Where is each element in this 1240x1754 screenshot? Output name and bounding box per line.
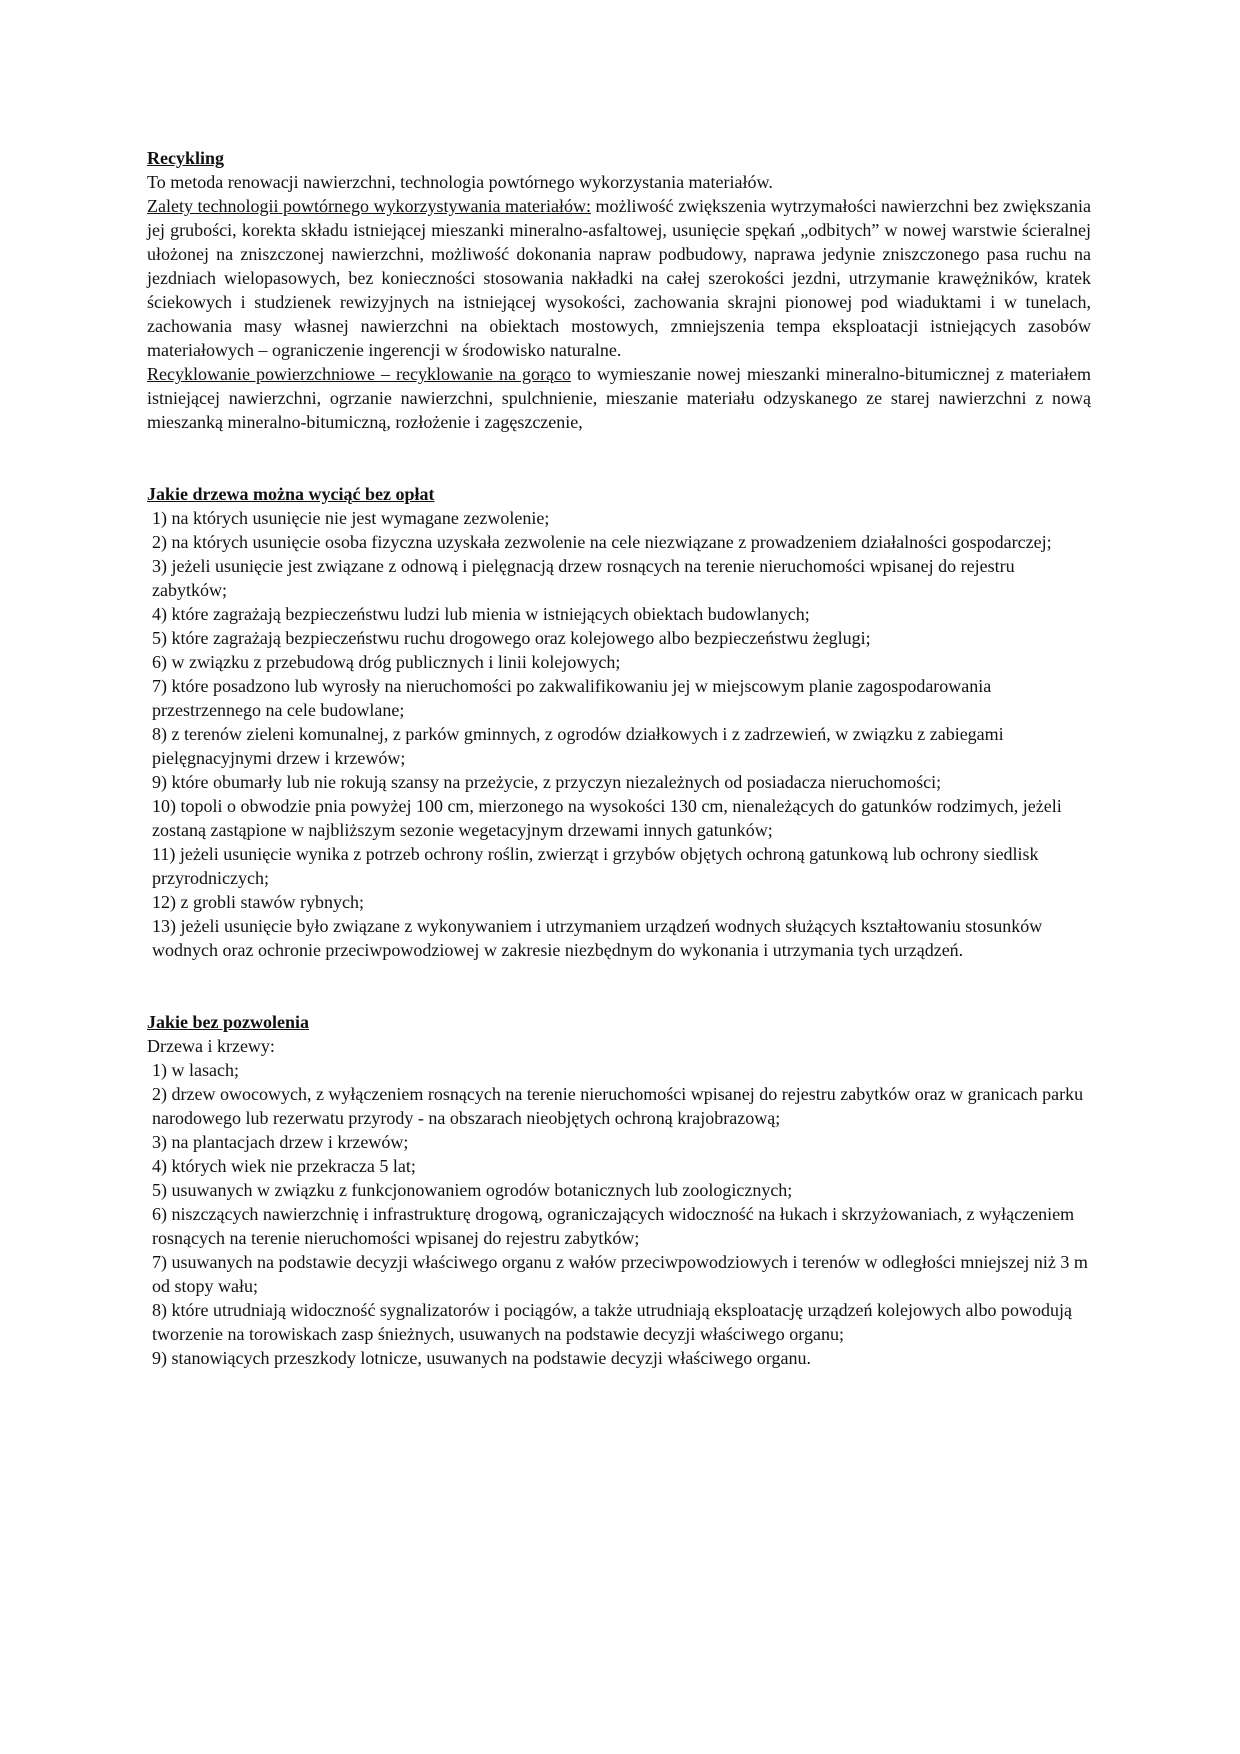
- list-item: 3) jeżeli usunięcie jest związane z odnową i pielęgnacją drzew rosnących na terenie nieruchomości wpisanej do rejestru zabytków;: [152, 556, 1015, 600]
- surface-label: Recyklowanie powierzchniowe – recyklowanie na gorąco: [147, 364, 571, 384]
- advantages-label: Zalety technologii powtórnego wykorzystywania materiałów:: [147, 196, 592, 216]
- list-item: 8) które utrudniają widoczność sygnalizatorów i pociągów, a także utrudniają eksploatację urządzeń kolejowych albo powodują tworzenie na torowiskach zasp śnieżnych, usuwanych na podstawie decyzji właściwego organu;: [152, 1300, 1073, 1344]
- list-item: 2) na których usunięcie osoba fizyczna uzyskała zezwolenie na cele niezwiązane z prowadzeniem działalności gospodarczej;: [152, 532, 1052, 552]
- list-item: 9) które obumarły lub nie rokują szansy na przeżycie, z przyczyn niezależnych od posiadacza nieruchomości;: [152, 772, 942, 792]
- list-item: 2) drzew owocowych, z wyłączeniem rosnących na terenie nieruchomości wpisanej do rejestru zabytków oraz w granicach parku narodowego lub rezerwatu przyrody - na obszarach nieobjętych ochroną krajobrazową;: [152, 1084, 1084, 1128]
- list-item: 11) jeżeli usunięcie wynika z potrzeb ochrony roślin, zwierząt i grzybów objętych ochroną gatunkową lub ochrony siedlisk przyrodniczych;: [152, 844, 1039, 888]
- list-item: 6) w związku z przebudową dróg publicznych i linii kolejowych;: [152, 652, 621, 672]
- list-item: 1) w lasach;: [152, 1060, 239, 1080]
- list-item: 5) usuwanych w związku z funkcjonowaniem ogrodów botanicznych lub zoologicznych;: [152, 1180, 793, 1200]
- spacer: [147, 434, 1091, 482]
- list-item: 7) które posadzono lub wyrosły na nieruchomości po zakwalifikowaniu jej w miejscowym planie zagospodarowania przestrzennego na cele budowlane;: [152, 676, 992, 720]
- section-recykling-advantages: [147, 194, 1091, 362]
- list-item: 6) niszczących nawierzchnię i infrastrukturę drogową, ograniczających widoczność na łukach i skrzyżowaniach, z wyłączeniem rosnących na terenie nieruchomości wpisanej do rejestru zabytków;: [152, 1204, 1075, 1248]
- list-item: 9) stanowiących przeszkody lotnicze, usuwanych na podstawie decyzji właściwego organu.: [152, 1348, 811, 1368]
- list-item: 10) topoli o obwodzie pnia powyżej 100 cm, mierzonego na wysokości 130 cm, nienależących do gatunków rodzimych, jeżeli zostaną zastąpione w najbliższym sezonie wegetacyjnym drzewami innych gatunków;: [152, 796, 1062, 840]
- section-no-permit-subtitle: Drzewa i krzewy:: [147, 1036, 275, 1056]
- list-item: 13) jeżeli usunięcie było związane z wykonywaniem i utrzymaniem urządzeń wodnych służących kształtowaniu stosunków wodnych oraz ochronie przeciwpowodziowej w zakresie niezbędnym do wykonania i utrzymania tych urządzeń.: [152, 916, 1043, 960]
- list-item: 5) które zagrażają bezpieczeństwu ruchu drogowego oraz kolejowego albo bezpieczeństwu żeglugi;: [152, 628, 871, 648]
- advantages-text: możliwość zwiększenia wytrzymałości nawierzchni bez zwiększania jej grubości, korekta składu istniejącej mieszanki mineralno-asfaltowej, usunięcie spękań „odbitych” w nowej warstwie ścieralnej ułożonej na zniszczonej nawierzchni, możliwość dokonania napraw podbudowy, naprawa jedynie zniszczonego pasa ruchu na jezdniach wielopasowych, bez konieczności stosowania nakładki na całej szerokości jezdni, utrzymanie krawężników, kratek ściekowych i studzienek rewizyjnych na istniejącej wysokości, zachowania skrajni pionowej pod wiaduktami i w tunelach, zachowania masy własnej nawierzchni na obiektach mostowych, zmniejszenia tempa eksploatacji istniejących zasobów materiałowych – ograniczenie ingerencji w środowisko naturalne.: [147, 196, 1092, 360]
- section-recykling-surface: [147, 362, 1091, 434]
- section-recykling-title: Recykling: [147, 148, 225, 168]
- no-permit-list: [147, 1058, 1091, 1370]
- trees-free-list: [147, 506, 1091, 962]
- list-item: 4) których wiek nie przekracza 5 lat;: [152, 1156, 416, 1176]
- spacer: [147, 962, 1091, 1010]
- list-item: 3) na plantacjach drzew i krzewów;: [152, 1132, 409, 1152]
- section-recykling-intro: To metoda renowacji nawierzchni, technologia powtórnego wykorzystania materiałów.: [147, 172, 773, 192]
- surface-text: to wymieszanie nowej mieszanki mineralno-bitumicznej z materiałem istniejącej nawierzchni, ogrzanie nawierzchni, spulchnienie, mieszanie materiału odzyskanego ze starej nawierzchni z nową mieszanką mineralno-bitumiczną, rozłożenie i zagęszczenie,: [147, 364, 1091, 432]
- document-page: [147, 146, 1091, 1370]
- section-trees-free-title: Jakie drzewa można wyciąć bez opłat: [147, 484, 435, 504]
- list-item: 7) usuwanych na podstawie decyzji właściwego organu z wałów przeciwpowodziowych i terenów w odległości mniejszej niż 3 m od stopy wału;: [152, 1252, 1088, 1296]
- section-no-permit-title: Jakie bez pozwolenia: [147, 1012, 309, 1032]
- list-item: 8) z terenów zieleni komunalnej, z parków gminnych, z ogrodów działkowych i z zadrzewień, w związku z zabiegami pielęgnacyjnymi drzew i krzewów;: [152, 724, 1004, 768]
- list-item: 1) na których usunięcie nie jest wymagane zezwolenie;: [152, 508, 550, 528]
- list-item: 4) które zagrażają bezpieczeństwu ludzi lub mienia w istniejących obiektach budowlanych;: [152, 604, 810, 624]
- list-item: 12) z grobli stawów rybnych;: [152, 892, 364, 912]
